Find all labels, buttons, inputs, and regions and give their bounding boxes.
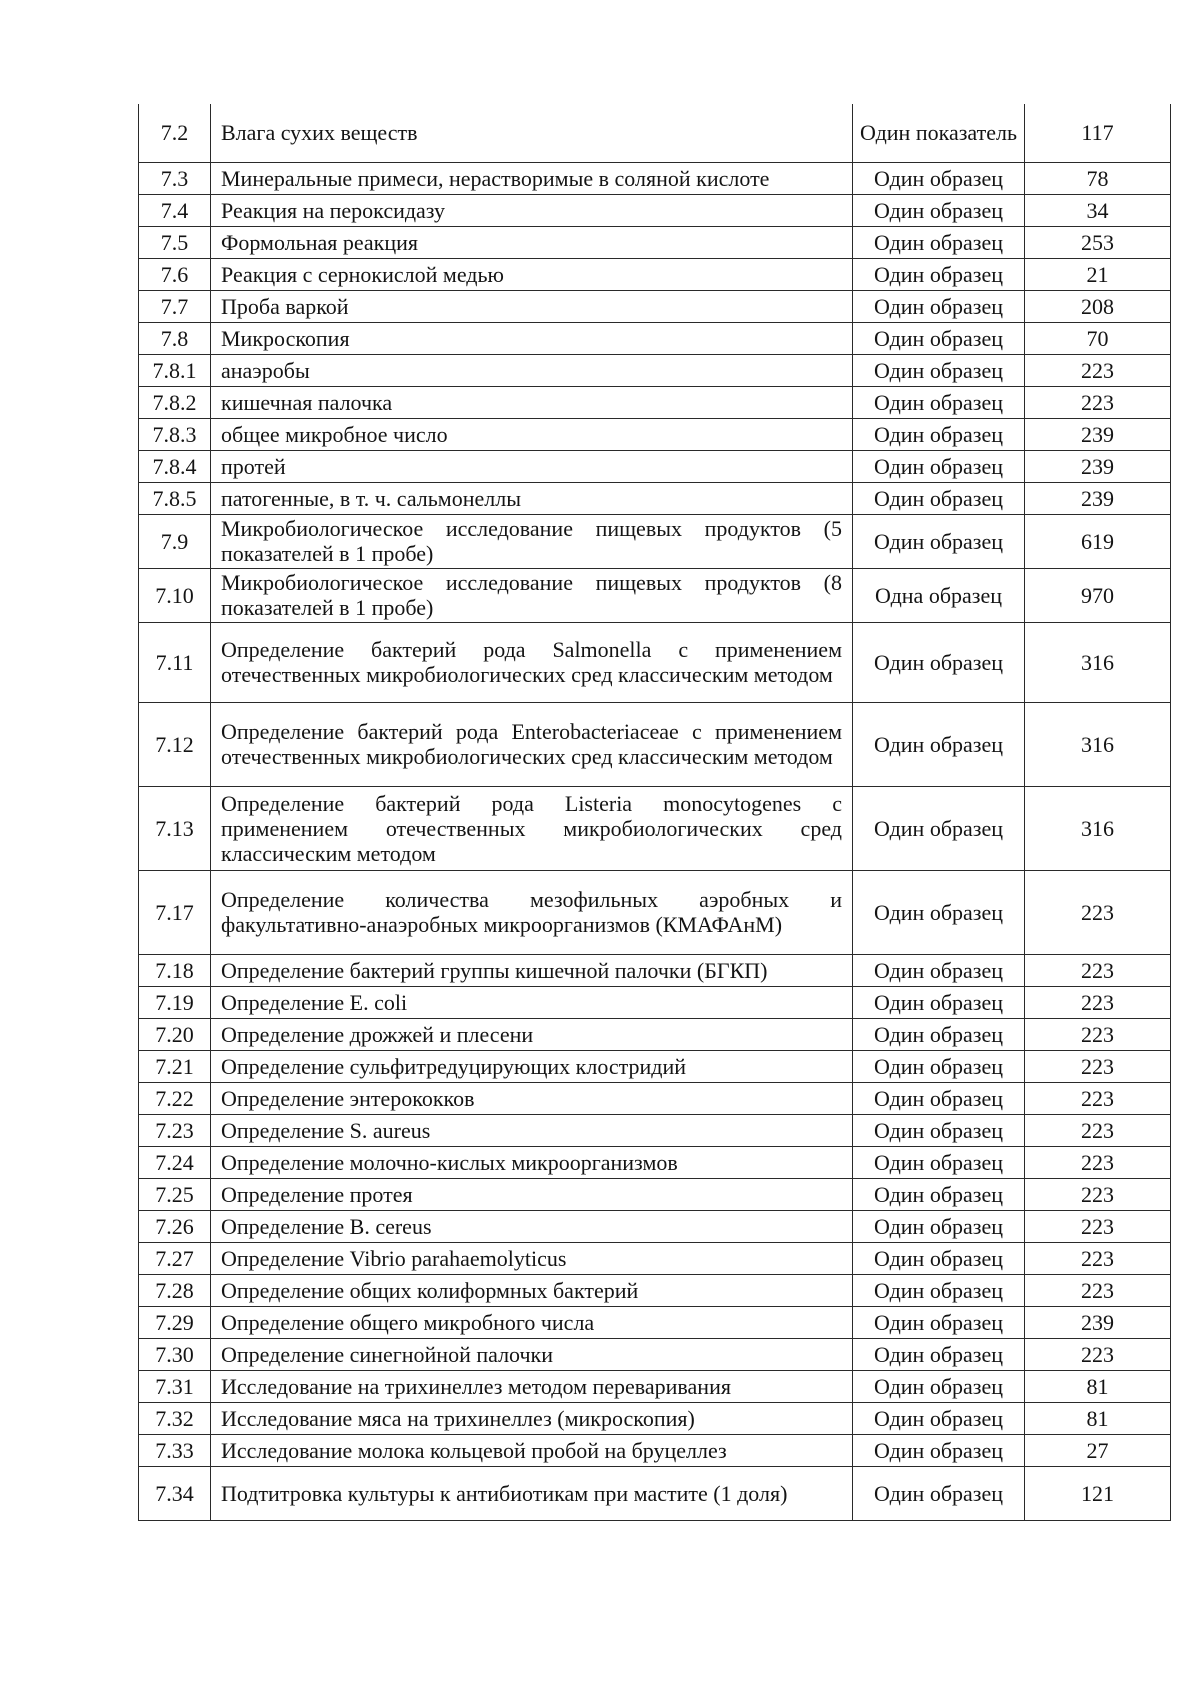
price-value: 223 bbox=[1025, 1242, 1171, 1274]
price-value: 81 bbox=[1025, 1402, 1171, 1434]
table-row bbox=[139, 1466, 1171, 1520]
price-value: 117 bbox=[1025, 104, 1171, 162]
row-number: 7.26 bbox=[139, 1210, 211, 1242]
price-value: 223 bbox=[1025, 954, 1171, 986]
unit-of-measure: Один образец bbox=[853, 290, 1025, 322]
table-row bbox=[139, 354, 1171, 386]
unit-of-measure: Один образец bbox=[853, 162, 1025, 194]
table-row bbox=[139, 226, 1171, 258]
table-row bbox=[139, 258, 1171, 290]
unit-of-measure: Один образец bbox=[853, 418, 1025, 450]
service-name: Формольная реакция bbox=[211, 226, 853, 258]
table-row bbox=[139, 1370, 1171, 1402]
price-value: 223 bbox=[1025, 1274, 1171, 1306]
price-value: 223 bbox=[1025, 1050, 1171, 1082]
row-number: 7.2 bbox=[139, 104, 211, 162]
unit-of-measure: Один образец bbox=[853, 226, 1025, 258]
unit-of-measure: Один образец bbox=[853, 386, 1025, 418]
table-row bbox=[139, 1338, 1171, 1370]
table-row bbox=[139, 1306, 1171, 1338]
price-value: 316 bbox=[1025, 786, 1171, 870]
table-row bbox=[139, 290, 1171, 322]
service-name: Определение синегнойной палочки bbox=[211, 1338, 853, 1370]
service-name: Определение сульфитредуцирующих клостридий bbox=[211, 1050, 853, 1082]
service-name: общее микробное число bbox=[211, 418, 853, 450]
row-number: 7.20 bbox=[139, 1018, 211, 1050]
row-number: 7.5 bbox=[139, 226, 211, 258]
table-row bbox=[139, 1178, 1171, 1210]
table-row bbox=[139, 702, 1171, 786]
row-number: 7.11 bbox=[139, 622, 211, 702]
row-number: 7.27 bbox=[139, 1242, 211, 1274]
row-number: 7.8.1 bbox=[139, 354, 211, 386]
table-row bbox=[139, 1242, 1171, 1274]
row-number: 7.8 bbox=[139, 322, 211, 354]
row-number: 7.21 bbox=[139, 1050, 211, 1082]
unit-of-measure: Один образец bbox=[853, 986, 1025, 1018]
service-name: Микроскопия bbox=[211, 322, 853, 354]
unit-of-measure: Один образец bbox=[853, 1178, 1025, 1210]
service-name: кишечная палочка bbox=[211, 386, 853, 418]
unit-of-measure: Один образец bbox=[853, 702, 1025, 786]
row-number: 7.23 bbox=[139, 1114, 211, 1146]
table-row bbox=[139, 1274, 1171, 1306]
row-number: 7.12 bbox=[139, 702, 211, 786]
price-value: 223 bbox=[1025, 986, 1171, 1018]
table-row bbox=[139, 786, 1171, 870]
service-name: Определение протея bbox=[211, 1178, 853, 1210]
row-number: 7.32 bbox=[139, 1402, 211, 1434]
unit-of-measure: Один образец bbox=[853, 870, 1025, 954]
table-row bbox=[139, 1018, 1171, 1050]
service-name: Минеральные примеси, нерастворимые в соляной кислоте bbox=[211, 162, 853, 194]
table-row bbox=[139, 986, 1171, 1018]
unit-of-measure: Один образец bbox=[853, 1082, 1025, 1114]
price-value: 223 bbox=[1025, 386, 1171, 418]
service-name: Реакция с сернокислой медью bbox=[211, 258, 853, 290]
service-name: Определение бактерий рода Salmonella с применением отечественных микробиологических сред классическим методом bbox=[211, 622, 853, 702]
service-name: патогенные, в т. ч. сальмонеллы bbox=[211, 482, 853, 514]
price-value: 223 bbox=[1025, 870, 1171, 954]
table-row bbox=[139, 1146, 1171, 1178]
service-name: Микробиологическое исследование пищевых продуктов (8 показателей в 1 пробе) bbox=[211, 568, 853, 622]
service-name: Исследование мяса на трихинеллез (микроскопия) bbox=[211, 1402, 853, 1434]
unit-of-measure: Один образец bbox=[853, 1338, 1025, 1370]
unit-of-measure: Один образец bbox=[853, 1018, 1025, 1050]
unit-of-measure: Один образец bbox=[853, 1274, 1025, 1306]
price-value: 223 bbox=[1025, 1210, 1171, 1242]
unit-of-measure: Один образец bbox=[853, 1050, 1025, 1082]
service-name: Определение E. coli bbox=[211, 986, 853, 1018]
price-value: 78 bbox=[1025, 162, 1171, 194]
unit-of-measure: Один образец bbox=[853, 1210, 1025, 1242]
unit-of-measure: Один образец bbox=[853, 450, 1025, 482]
table-row bbox=[139, 1082, 1171, 1114]
row-number: 7.25 bbox=[139, 1178, 211, 1210]
unit-of-measure: Один образец bbox=[853, 1370, 1025, 1402]
service-name: Исследование на трихинеллез методом переваривания bbox=[211, 1370, 853, 1402]
row-number: 7.34 bbox=[139, 1466, 211, 1520]
row-number: 7.29 bbox=[139, 1306, 211, 1338]
service-name: Реакция на пероксидазу bbox=[211, 194, 853, 226]
row-number: 7.31 bbox=[139, 1370, 211, 1402]
price-value: 239 bbox=[1025, 418, 1171, 450]
price-value: 970 bbox=[1025, 568, 1171, 622]
row-number: 7.8.5 bbox=[139, 482, 211, 514]
table-row bbox=[139, 450, 1171, 482]
table-row bbox=[139, 870, 1171, 954]
service-name: Определение дрожжей и плесени bbox=[211, 1018, 853, 1050]
price-value: 121 bbox=[1025, 1466, 1171, 1520]
service-name: Определение бактерий рода Enterobacteriaceae с применением отечественных микробиологических сред классическим методом bbox=[211, 702, 853, 786]
service-name: Определение общих колиформных бактерий bbox=[211, 1274, 853, 1306]
unit-of-measure: Один образец bbox=[853, 1242, 1025, 1274]
row-number: 7.3 bbox=[139, 162, 211, 194]
price-value: 27 bbox=[1025, 1434, 1171, 1466]
service-name: Микробиологическое исследование пищевых продуктов (5 показателей в 1 пробе) bbox=[211, 514, 853, 568]
table-row bbox=[139, 954, 1171, 986]
row-number: 7.6 bbox=[139, 258, 211, 290]
service-name: Определение бактерий группы кишечной палочки (БГКП) bbox=[211, 954, 853, 986]
price-value: 81 bbox=[1025, 1370, 1171, 1402]
table-row bbox=[139, 622, 1171, 702]
table-row bbox=[139, 1114, 1171, 1146]
service-name: Исследование молока кольцевой пробой на бруцеллез bbox=[211, 1434, 853, 1466]
row-number: 7.17 bbox=[139, 870, 211, 954]
service-name: Определение общего микробного числа bbox=[211, 1306, 853, 1338]
service-name: Проба варкой bbox=[211, 290, 853, 322]
table-row bbox=[139, 568, 1171, 622]
row-number: 7.8.2 bbox=[139, 386, 211, 418]
unit-of-measure: Один образец bbox=[853, 1434, 1025, 1466]
unit-of-measure: Один образец bbox=[853, 786, 1025, 870]
unit-of-measure: Один образец bbox=[853, 1402, 1025, 1434]
service-name: протей bbox=[211, 450, 853, 482]
price-value: 208 bbox=[1025, 290, 1171, 322]
table-row bbox=[139, 386, 1171, 418]
unit-of-measure: Один образец bbox=[853, 1114, 1025, 1146]
service-name: Определение B. cereus bbox=[211, 1210, 853, 1242]
service-name: Определение энтерококков bbox=[211, 1082, 853, 1114]
table-row bbox=[139, 514, 1171, 568]
service-name: Подтитровка культуры к антибиотикам при мастите (1 доля) bbox=[211, 1466, 853, 1520]
row-number: 7.30 bbox=[139, 1338, 211, 1370]
service-name: Определение молочно-кислых микроорганизмов bbox=[211, 1146, 853, 1178]
service-name: Определение S. aureus bbox=[211, 1114, 853, 1146]
price-value: 223 bbox=[1025, 1178, 1171, 1210]
service-name: анаэробы bbox=[211, 354, 853, 386]
price-value: 253 bbox=[1025, 226, 1171, 258]
table-row bbox=[139, 418, 1171, 450]
unit-of-measure: Один образец bbox=[853, 258, 1025, 290]
row-number: 7.9 bbox=[139, 514, 211, 568]
price-value: 223 bbox=[1025, 1146, 1171, 1178]
table-row bbox=[139, 322, 1171, 354]
table-row bbox=[139, 1050, 1171, 1082]
row-number: 7.19 bbox=[139, 986, 211, 1018]
table-row bbox=[139, 1210, 1171, 1242]
unit-of-measure: Один образец bbox=[853, 322, 1025, 354]
unit-of-measure: Один образец bbox=[853, 482, 1025, 514]
table-row bbox=[139, 1434, 1171, 1466]
price-value: 239 bbox=[1025, 450, 1171, 482]
row-number: 7.18 bbox=[139, 954, 211, 986]
price-value: 316 bbox=[1025, 702, 1171, 786]
row-number: 7.7 bbox=[139, 290, 211, 322]
service-name: Определение количества мезофильных аэробных и факультативно-анаэробных микроорганизмов (КМАФАнМ) bbox=[211, 870, 853, 954]
unit-of-measure: Один показатель bbox=[853, 104, 1025, 162]
price-value: 223 bbox=[1025, 1114, 1171, 1146]
row-number: 7.24 bbox=[139, 1146, 211, 1178]
price-value: 223 bbox=[1025, 1018, 1171, 1050]
unit-of-measure: Один образец bbox=[853, 354, 1025, 386]
price-value: 70 bbox=[1025, 322, 1171, 354]
unit-of-measure: Одна образец bbox=[853, 568, 1025, 622]
table-row bbox=[139, 104, 1171, 162]
unit-of-measure: Один образец bbox=[853, 954, 1025, 986]
price-value: 34 bbox=[1025, 194, 1171, 226]
unit-of-measure: Один образец bbox=[853, 514, 1025, 568]
table-row bbox=[139, 162, 1171, 194]
unit-of-measure: Один образец bbox=[853, 622, 1025, 702]
price-value: 223 bbox=[1025, 354, 1171, 386]
price-list-table bbox=[138, 104, 1171, 1521]
unit-of-measure: Один образец bbox=[853, 1146, 1025, 1178]
unit-of-measure: Один образец bbox=[853, 194, 1025, 226]
table-row bbox=[139, 482, 1171, 514]
service-name: Определение Vibrio parahaemolyticus bbox=[211, 1242, 853, 1274]
row-number: 7.33 bbox=[139, 1434, 211, 1466]
table-row bbox=[139, 194, 1171, 226]
unit-of-measure: Один образец bbox=[853, 1466, 1025, 1520]
row-number: 7.4 bbox=[139, 194, 211, 226]
service-name: Влага сухих веществ bbox=[211, 104, 853, 162]
price-value: 223 bbox=[1025, 1082, 1171, 1114]
price-value: 239 bbox=[1025, 482, 1171, 514]
row-number: 7.22 bbox=[139, 1082, 211, 1114]
price-value: 223 bbox=[1025, 1338, 1171, 1370]
price-value: 239 bbox=[1025, 1306, 1171, 1338]
price-value: 619 bbox=[1025, 514, 1171, 568]
row-number: 7.8.3 bbox=[139, 418, 211, 450]
table-row bbox=[139, 1402, 1171, 1434]
row-number: 7.13 bbox=[139, 786, 211, 870]
row-number: 7.28 bbox=[139, 1274, 211, 1306]
price-list-body bbox=[139, 104, 1171, 1520]
price-value: 316 bbox=[1025, 622, 1171, 702]
service-name: Определение бактерий рода Listeria monocytogenes с применением отечественных микробиологических сред классическим методом bbox=[211, 786, 853, 870]
price-value: 21 bbox=[1025, 258, 1171, 290]
row-number: 7.8.4 bbox=[139, 450, 211, 482]
unit-of-measure: Один образец bbox=[853, 1306, 1025, 1338]
row-number: 7.10 bbox=[139, 568, 211, 622]
